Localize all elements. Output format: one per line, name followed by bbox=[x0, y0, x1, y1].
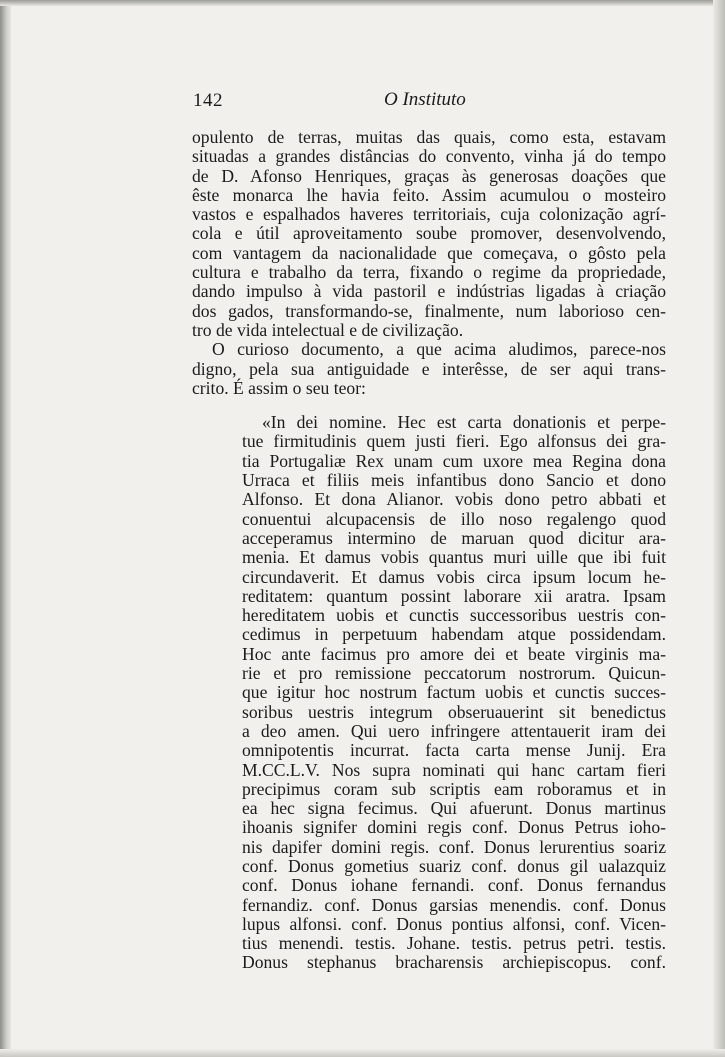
text-line: êste monarca lhe havia feito. Assim acumulou o mosteiro bbox=[192, 184, 666, 205]
quote-line: circundaverit. Et damus vobis circa ipsum locum he- bbox=[242, 566, 666, 587]
quote-line: Urraca et filiis meis infantibus dono Sancio et dono bbox=[242, 470, 666, 491]
running-title: O Instituto bbox=[384, 89, 466, 110]
page-left-edge bbox=[0, 0, 11, 1057]
quote-line: conuentui alcupacensis de illo noso regalengo quod bbox=[242, 508, 666, 529]
text-line: digno, pela sua antiguidade e interêsse, de ser aqui trans- bbox=[192, 358, 666, 379]
text-line: dando impulso à vida pastoril e indústrias ligadas à criação bbox=[192, 281, 666, 302]
quote-line: M.CC.L.V. Nos supra nominati qui hanc cartam fieri bbox=[242, 759, 666, 780]
text-line: situadas a grandes distâncias do convento, vinha já do tempo bbox=[192, 146, 666, 167]
quote-line: tia Portugaliæ Rex unam cum uxore mea Regina dona bbox=[242, 450, 666, 471]
text-line: cola e útil aproveitamento soube promover, desenvolvendo, bbox=[192, 223, 666, 244]
text-line: opulento de terras, muitas das quais, como esta, estavam bbox=[192, 127, 666, 147]
quote-line: «In dei nomine. Hec est carta donationis et perpe- bbox=[262, 412, 666, 433]
quote-line: Hoc ante facimus pro amore dei et beate virginis ma- bbox=[242, 643, 666, 664]
text-line: O curioso documento, a que acima aludimos, parece-nos bbox=[212, 339, 666, 360]
text-line: crito. É assim o seu teor: bbox=[192, 377, 366, 398]
text-line: vastos e espalhados haveres territoriais, cuja colonização agrí- bbox=[192, 204, 666, 225]
quote-line: fernandiz. conf. Donus garsias menendis. conf. Donus bbox=[242, 894, 666, 915]
quote-line: que igitur hoc nostrum factum uobis et cunctis succes- bbox=[242, 682, 666, 703]
quote-line: ihoanis signifer domini regis conf. Donus Petrus ioho- bbox=[242, 817, 666, 838]
page-right-edge bbox=[713, 0, 725, 1057]
quote-line: tue firmitudinis quem justi fieri. Ego alfonsus dei gra- bbox=[242, 431, 666, 452]
text-line: dos gados, transformando-se, finalmente, num laborioso cen- bbox=[192, 300, 666, 321]
quote-line: nis dapifer domini regis. conf. Donus lerurentius soariz bbox=[242, 836, 666, 857]
latin-charter-quotation bbox=[192, 413, 666, 973]
text-line: cultura e trabalho da terra, fixando o regime da propriedade, bbox=[192, 262, 666, 283]
quote-line: reditatem: quantum possint laborare xii aratra. Ipsam bbox=[242, 585, 666, 606]
quote-line: hereditatem uobis et cunctis successoribus uestris con- bbox=[242, 605, 666, 626]
body-text bbox=[192, 128, 666, 973]
quote-line: Donus stephanus bracharensis archiepiscopus. conf. bbox=[242, 952, 666, 973]
paragraph-intro bbox=[192, 340, 666, 398]
quote-line: conf. Donus iohane fernandi. conf. Donus fernandus bbox=[242, 875, 666, 896]
quote-line: lupus alfonsi. conf. Donus pontius alfonsi, conf. Vicen- bbox=[242, 913, 666, 934]
quote-line: precipimus coram sub scriptis eam roboramus et in bbox=[242, 778, 666, 799]
quote-line: rie et pro remissione peccatorum nostrorum. Quicun- bbox=[242, 663, 666, 684]
page-top-edge bbox=[0, 0, 725, 6]
page-bottom-edge bbox=[0, 1049, 725, 1057]
text-line: com vantagem da nacionalidade que começava, o gôsto pela bbox=[192, 242, 666, 263]
quote-line: acceperamus intermino de maruan quod dicitur ara- bbox=[242, 527, 666, 548]
quote-line: menia. Et damus vobis quantus muri uille que ibi fuit bbox=[242, 547, 666, 568]
quote-line: omnipotentis incurrat. facta carta mense Junij. Era bbox=[242, 740, 666, 761]
quote-line: Alfonso. Et dona Alianor. vobis dono petro abbati et bbox=[242, 489, 666, 510]
text-line: tro de vida intelectual e de civilização. bbox=[192, 319, 464, 340]
text-line: de D. Afonso Henriques, graças às generosas doações que bbox=[192, 165, 666, 186]
quote-line: tius menendi. testis. Johane. testis. petrus petri. testis. bbox=[242, 933, 666, 954]
quote-line: ea hec signa fecimus. Qui afuerunt. Donus martinus bbox=[242, 798, 666, 819]
quote-line: cedimus in perpetuum habendam atque possidendam. bbox=[242, 624, 666, 645]
quote-line: soribus uestris integrum obseruauerint sit benedictus bbox=[242, 701, 666, 722]
quote-line: a deo amen. Qui uero infringere attentauerit iram dei bbox=[242, 720, 666, 741]
paragraph-continuation bbox=[192, 128, 666, 340]
page-number: 142 bbox=[193, 90, 223, 111]
quote-line: conf. Donus gometius suariz conf. donus gil ualazquiz bbox=[242, 855, 666, 876]
